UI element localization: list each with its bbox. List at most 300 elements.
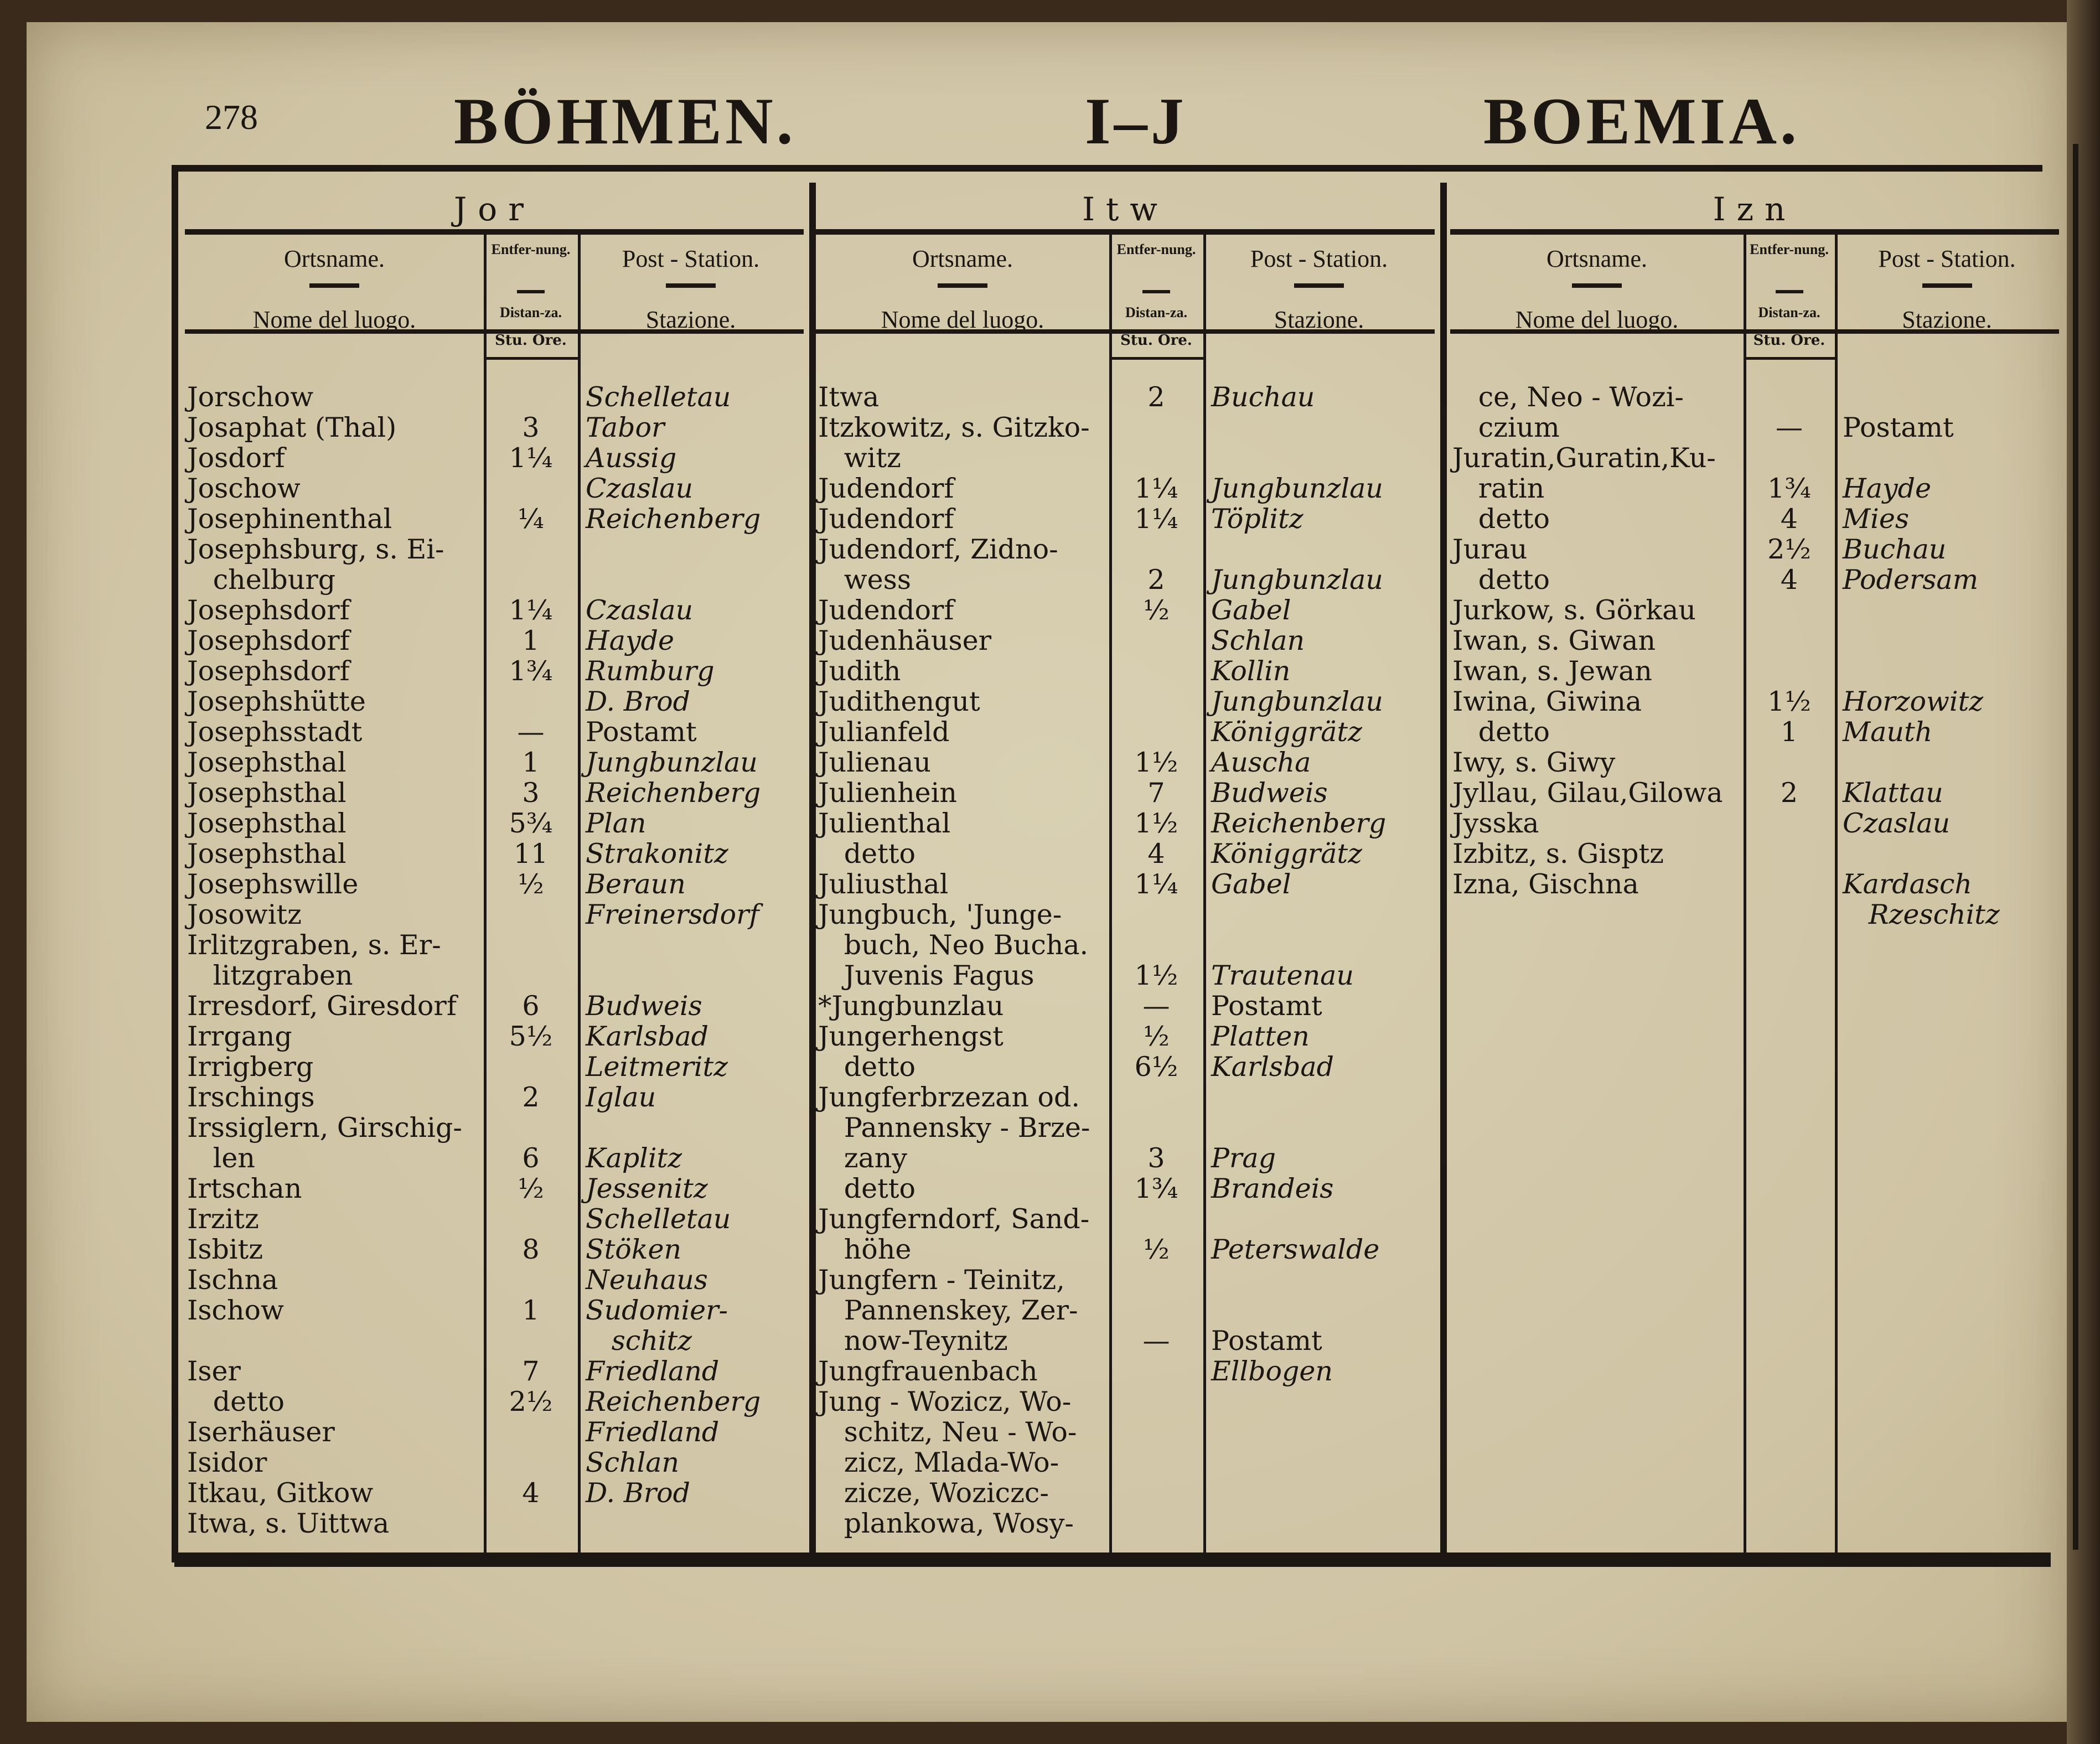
- table-row: [185, 1386, 804, 1417]
- distance-value: 2: [522, 1081, 540, 1113]
- table-row: [185, 930, 804, 960]
- table-row: [185, 443, 804, 473]
- table-row: [816, 412, 1435, 443]
- place-name: len: [187, 1142, 255, 1174]
- post-station: Reichenberg: [586, 777, 761, 809]
- header-label: Nome del luogo.: [881, 306, 1044, 333]
- place-name: detto: [818, 838, 915, 870]
- post-station: Czaslau: [1843, 808, 1951, 839]
- place-name: Josdorf: [187, 442, 285, 474]
- distance-value: 6½: [1134, 1051, 1178, 1083]
- name-column-header: [185, 239, 484, 333]
- table-row: [185, 504, 804, 534]
- post-station: Klattau: [1843, 777, 1943, 809]
- post-station: Karlsbad: [1211, 1051, 1335, 1083]
- table-row: [816, 1508, 1435, 1539]
- distance-value: 2: [1780, 777, 1798, 809]
- table-row: [1450, 534, 2059, 565]
- place-name: Josowitz: [187, 899, 302, 930]
- table-row: [185, 686, 804, 717]
- header-label: Stazione.: [1274, 306, 1364, 333]
- place-name: Irtschan: [187, 1173, 302, 1204]
- place-name: detto: [1452, 564, 1550, 596]
- place-name: Juratin,Guratin,Ku-: [1452, 442, 1716, 474]
- header-dash: [666, 283, 716, 288]
- distance-value: 1: [1780, 716, 1798, 748]
- table-row: [185, 808, 804, 839]
- distance-value: 1¾: [1134, 1173, 1178, 1204]
- post-station: Gabel: [1211, 868, 1291, 900]
- post-station: Prag: [1211, 1142, 1276, 1174]
- table-row: [185, 656, 804, 686]
- place-name: zany: [818, 1142, 907, 1174]
- table-row: [1450, 656, 2059, 686]
- table-row: [816, 686, 1435, 717]
- place-name: Judith: [818, 655, 901, 687]
- header-label: Ortsname.: [912, 245, 1013, 272]
- distance-value: 1¾: [1767, 473, 1811, 504]
- heading-right: BOEMIA.: [1483, 84, 1801, 158]
- table-row: [1450, 717, 2059, 747]
- place-name: detto: [187, 1386, 285, 1417]
- table-row: [816, 1326, 1435, 1356]
- post-station: D. Brod: [586, 1477, 690, 1509]
- place-name: Josephsthal: [187, 808, 346, 839]
- header-dash: [1776, 290, 1803, 293]
- units-label: Stu. Ore.: [1753, 332, 1825, 349]
- place-name: *Jungbunzlau: [818, 990, 1004, 1022]
- place-name: Iwan, s. Jewan: [1452, 655, 1652, 687]
- post-station: Schelletau: [586, 381, 731, 413]
- place-name: Joschow: [187, 473, 301, 504]
- header-dash: [1922, 283, 1972, 288]
- place-name: Josephsdorf: [187, 655, 350, 687]
- distance-value: 1: [522, 625, 540, 656]
- distance-value: 4: [1147, 838, 1165, 870]
- place-name: Josephsdorf: [187, 625, 350, 656]
- units-rule: [1109, 357, 1203, 360]
- place-name: Josephsthal: [187, 747, 346, 778]
- place-name: Julienthal: [818, 808, 951, 839]
- heading-left: BÖHMEN.: [454, 84, 796, 158]
- place-name: Judendorf: [818, 503, 954, 535]
- table-row: [816, 869, 1435, 899]
- post-station: Aussig: [586, 442, 677, 474]
- post-station: Kardasch: [1843, 868, 1972, 900]
- table-row: [185, 1447, 804, 1478]
- place-name: Irrigberg: [187, 1051, 314, 1083]
- table-row: [1450, 778, 2059, 808]
- distance-value: 3: [522, 777, 540, 809]
- column-section-0: [185, 172, 804, 1556]
- place-name: Josephsdorf: [187, 594, 350, 626]
- table-row: [816, 1143, 1435, 1173]
- post-station: Gabel: [1211, 594, 1291, 626]
- header-label: Stazione.: [1902, 306, 1992, 333]
- table-row: [816, 565, 1435, 595]
- place-name: Judenhäuser: [818, 625, 992, 656]
- distance-value: ½: [518, 868, 544, 900]
- table-row: [816, 1204, 1435, 1234]
- units-rule: [484, 357, 578, 360]
- place-name: Juvenis Fagus: [818, 960, 1035, 991]
- distance-value: 7: [522, 1355, 540, 1387]
- distance-value: 2: [1147, 564, 1165, 596]
- distance-value: 1½: [1134, 747, 1178, 778]
- post-station: Horzowitz: [1843, 686, 1984, 717]
- distance-value: 3: [1147, 1142, 1165, 1174]
- table-row: [1450, 565, 2059, 595]
- place-name: Jungbuch, 'Junge-: [818, 899, 1062, 930]
- header-label: Post - Station.: [1878, 245, 2016, 272]
- place-name: Julienhein: [818, 777, 957, 809]
- place-name: zicze, Woziczc-: [818, 1477, 1049, 1509]
- place-name: chelburg: [187, 564, 336, 596]
- header-dash: [1572, 283, 1622, 288]
- table-row: [816, 1417, 1435, 1447]
- distance-value: ½: [1143, 1234, 1170, 1265]
- place-name: Jungfrauenbach: [818, 1355, 1038, 1387]
- place-name: Josephswille: [187, 868, 359, 900]
- place-name: wess: [818, 564, 911, 596]
- distance-value: 4: [1780, 503, 1798, 535]
- table-row: [185, 1508, 804, 1539]
- place-name: schitz, Neu - Wo-: [818, 1416, 1077, 1448]
- table-row: [185, 899, 804, 930]
- post-station: Rumburg: [586, 655, 715, 687]
- table-row: [185, 1417, 804, 1447]
- place-name: Irresdorf, Giresdorf: [187, 990, 457, 1022]
- place-name: Judithengut: [818, 686, 980, 717]
- section-title: Izn: [1450, 190, 2059, 235]
- units-label: Stu. Ore.: [495, 332, 567, 349]
- table-row: [185, 1356, 804, 1386]
- place-name: Isbitz: [187, 1234, 263, 1265]
- table-row: [816, 1173, 1435, 1204]
- post-station: Plan: [586, 808, 646, 839]
- distance-value: 1¼: [1134, 868, 1178, 900]
- place-name: Itwa: [818, 381, 880, 413]
- post-station: Schlan: [586, 1447, 680, 1478]
- table-row: [816, 1478, 1435, 1508]
- place-name: Jurkow, s. Görkau: [1452, 594, 1696, 626]
- place-name: Jysska: [1452, 808, 1539, 839]
- table-row: [816, 1386, 1435, 1417]
- table-row: [816, 595, 1435, 625]
- place-name: Irlitzgraben, s. Er-: [187, 929, 441, 961]
- header-dash: [1142, 290, 1170, 293]
- place-name: zicz, Mlada-Wo-: [818, 1447, 1059, 1478]
- post-station: Jungbunzlau: [1211, 473, 1383, 504]
- place-name: Josephsburg, s. Ei-: [187, 534, 444, 565]
- table-row: [816, 778, 1435, 808]
- station-column-header: [578, 239, 804, 333]
- table-row: [816, 473, 1435, 504]
- place-name: now-Teynitz: [818, 1325, 1008, 1357]
- header-label: Entfer-nung.: [491, 241, 571, 257]
- post-station: Neuhaus: [586, 1264, 708, 1296]
- post-station: Hayde: [586, 625, 674, 656]
- post-station: Buchau: [1843, 534, 1947, 565]
- place-name: Jungferndorf, Sand-: [818, 1203, 1090, 1235]
- table-row: [816, 747, 1435, 778]
- table-row: [185, 595, 804, 625]
- table-row: [816, 504, 1435, 534]
- column-section-2: [1450, 172, 2059, 1556]
- table-row: [1450, 504, 2059, 534]
- table-row: [816, 808, 1435, 839]
- place-name: Jung - Wozicz, Wo-: [818, 1386, 1072, 1417]
- table-row: [816, 930, 1435, 960]
- place-name: Judendorf: [818, 594, 954, 626]
- table-row: [816, 960, 1435, 991]
- post-station: Budweis: [1211, 777, 1328, 809]
- page-number: 278: [205, 97, 258, 137]
- place-name: Iserhäuser: [187, 1416, 335, 1448]
- table-row: [816, 899, 1435, 930]
- place-name: Jungerhengst: [818, 1021, 1004, 1052]
- place-name: Josephsthal: [187, 777, 346, 809]
- table-row: [816, 1234, 1435, 1265]
- header-label: Distan-za.: [1758, 304, 1820, 320]
- distance-value: 5¾: [509, 808, 553, 839]
- distance-value: ¼: [518, 503, 544, 535]
- section-title: Jor: [185, 190, 804, 235]
- post-station: Töplitz: [1211, 503, 1304, 535]
- post-station: Czaslau: [586, 594, 694, 626]
- place-name: Ischna: [187, 1264, 278, 1296]
- table-row: [816, 1356, 1435, 1386]
- distance-value: 4: [1780, 564, 1798, 596]
- distance-value: 1½: [1134, 808, 1178, 839]
- table-row: [816, 382, 1435, 412]
- post-station: Postamt: [1843, 412, 1954, 443]
- distance-value: 11: [513, 838, 549, 870]
- table-row: [816, 1295, 1435, 1326]
- place-name: ratin: [1452, 473, 1545, 504]
- table-row: [816, 443, 1435, 473]
- column-section-1: [816, 172, 1435, 1556]
- post-station: Strakonitz: [586, 838, 728, 870]
- place-name: Iwina, Giwina: [1452, 686, 1642, 717]
- distance-value: 1¼: [1134, 473, 1178, 504]
- place-name: ce, Neo - Wozi-: [1452, 381, 1684, 413]
- place-name: Juliusthal: [818, 868, 949, 900]
- post-station: Postamt: [1211, 990, 1322, 1022]
- place-name: plankowa, Wosy-: [818, 1508, 1074, 1539]
- section-divider: [809, 183, 816, 1556]
- post-station: Kaplitz: [586, 1142, 682, 1174]
- distance-value: 1½: [1767, 686, 1811, 717]
- post-station: Karlsbad: [586, 1021, 709, 1052]
- post-station: D. Brod: [586, 686, 690, 717]
- post-station: Stöken: [586, 1234, 682, 1265]
- name-column-header: [816, 239, 1109, 333]
- table-row: [185, 565, 804, 595]
- header-label: Ortsname.: [1546, 245, 1648, 272]
- place-name: Irschings: [187, 1081, 315, 1113]
- station-column-header: [1835, 239, 2059, 333]
- post-station: Schlan: [1211, 625, 1305, 656]
- table-row: [816, 991, 1435, 1021]
- distance-value: ½: [518, 1173, 544, 1204]
- table-row: [816, 1082, 1435, 1112]
- heading-middle: I–J: [1085, 84, 1187, 158]
- place-name: Jurau: [1452, 534, 1528, 565]
- post-station: Podersam: [1843, 564, 1979, 596]
- table-row: [185, 1265, 804, 1295]
- distance-value: 1¾: [509, 655, 553, 687]
- place-name: Itwa, s. Uittwa: [187, 1508, 390, 1539]
- table-row: [1450, 443, 2059, 473]
- distance-value: 1¼: [1134, 503, 1178, 535]
- distance-value: 5½: [509, 1021, 553, 1052]
- units-label: Stu. Ore.: [1120, 332, 1192, 349]
- header-dash: [517, 290, 545, 293]
- place-name: Izbitz, s. Gisptz: [1452, 838, 1664, 870]
- table-row: [1450, 808, 2059, 839]
- header-label: Distan-za.: [1125, 304, 1187, 320]
- distance-value: —: [1776, 412, 1803, 443]
- place-name: Pannenskey, Zer-: [818, 1295, 1078, 1326]
- post-station: Peterswalde: [1211, 1234, 1380, 1265]
- header-label: Stazione.: [645, 306, 736, 333]
- distance-value: 6: [522, 990, 540, 1022]
- place-name: litzgraben: [187, 960, 353, 991]
- table-row: [185, 747, 804, 778]
- place-name: Josaphat (Thal): [187, 412, 397, 443]
- place-name: Josephsthal: [187, 838, 346, 870]
- distance-value: 4: [522, 1477, 540, 1509]
- table-row: [185, 1143, 804, 1173]
- post-station: Königgrätz: [1211, 716, 1362, 748]
- table-row: [185, 1082, 804, 1112]
- header-label: Ortsname.: [283, 245, 385, 272]
- distance-value: 2: [1147, 381, 1165, 413]
- table-row: [1450, 899, 2059, 930]
- place-name: Jungfern - Teinitz,: [818, 1264, 1065, 1296]
- place-name: Josephinenthal: [187, 503, 392, 535]
- distance-value: —: [517, 716, 545, 748]
- place-name: höhe: [818, 1234, 912, 1265]
- distance-value: 2½: [1767, 534, 1811, 565]
- distance-column-header: [484, 239, 578, 320]
- distance-value: 6: [522, 1142, 540, 1174]
- table-row: [816, 1265, 1435, 1295]
- post-station: Iglau: [586, 1081, 656, 1113]
- post-station: Jungbunzlau: [586, 747, 758, 778]
- table-row: [185, 1295, 804, 1326]
- header-label: Nome del luogo.: [252, 306, 416, 333]
- header-label: Entfer-nung.: [1116, 241, 1196, 257]
- post-station: Auscha: [1211, 747, 1311, 778]
- place-name: witz: [818, 442, 901, 474]
- distance-value: —: [1142, 1325, 1170, 1357]
- post-station: Mies: [1843, 503, 1909, 535]
- place-name: Judendorf, Zidno-: [818, 534, 1058, 565]
- place-name: Julienau: [818, 747, 931, 778]
- post-station: Kollin: [1211, 655, 1291, 687]
- distance-value: 8: [522, 1234, 540, 1265]
- place-name: Irssiglern, Girschig-: [187, 1112, 462, 1143]
- distance-value: 2½: [509, 1386, 553, 1417]
- table-row: [185, 382, 804, 412]
- table-row: [185, 1326, 804, 1356]
- place-name: Izna, Gischna: [1452, 868, 1639, 900]
- table-row: [1450, 839, 2059, 869]
- table-row: [816, 656, 1435, 686]
- post-station: Jungbunzlau: [1211, 564, 1383, 596]
- distance-value: 1¼: [509, 442, 553, 474]
- table-row: [185, 1234, 804, 1265]
- place-name: czium: [1452, 412, 1560, 443]
- post-station: Czaslau: [586, 473, 694, 504]
- section-title: Itw: [816, 190, 1435, 235]
- post-station: Ellbogen: [1211, 1355, 1333, 1387]
- table-row: [185, 473, 804, 504]
- post-station: Reichenberg: [586, 503, 761, 535]
- distance-value: ½: [1143, 1021, 1170, 1052]
- post-station: Brandeis: [1211, 1173, 1334, 1204]
- place-name: Iwy, s. Giwy: [1452, 747, 1616, 778]
- post-station: Sudomier-: [586, 1295, 728, 1326]
- post-station: Hayde: [1843, 473, 1931, 504]
- header-dash: [938, 283, 987, 288]
- place-name: Itzkowitz, s. Gitzko-: [818, 412, 1090, 443]
- header-dash: [1294, 283, 1344, 288]
- place-name: Josephshütte: [187, 686, 366, 717]
- table-row: [1450, 869, 2059, 899]
- distance-value: 3: [522, 412, 540, 443]
- table-row: [185, 412, 804, 443]
- place-name: Jyllau, Gilau,Gilowa: [1452, 777, 1723, 809]
- table-row: [1450, 412, 2059, 443]
- table-row: [185, 1052, 804, 1082]
- post-station: Postamt: [586, 716, 697, 748]
- table-row: [185, 839, 804, 869]
- table-row: [185, 778, 804, 808]
- distance-value: 1½: [1134, 960, 1178, 991]
- table-row: [185, 1204, 804, 1234]
- post-station: schitz: [586, 1325, 692, 1357]
- place-name: detto: [818, 1173, 915, 1204]
- header-dash: [309, 283, 359, 288]
- distance-value: 1¼: [509, 594, 553, 626]
- table-row: [816, 1021, 1435, 1052]
- table-row: [185, 1021, 804, 1052]
- distance-value: 1: [522, 1295, 540, 1326]
- table-row: [185, 1478, 804, 1508]
- post-station: Freinersdorf: [586, 899, 759, 930]
- table-row: [816, 1052, 1435, 1082]
- post-station: Friedland: [586, 1355, 720, 1387]
- table-row: [816, 625, 1435, 656]
- place-name: Irrgang: [187, 1021, 292, 1052]
- post-station: Postamt: [1211, 1325, 1322, 1357]
- name-column-header: [1450, 239, 1744, 333]
- post-station: Budweis: [586, 990, 702, 1022]
- post-station: Jessenitz: [586, 1173, 708, 1204]
- next-page-edge: [2073, 144, 2089, 1550]
- header-label: Nome del luogo.: [1515, 306, 1679, 333]
- table-row: [185, 717, 804, 747]
- post-station: Friedland: [586, 1416, 720, 1448]
- table-row: [185, 625, 804, 656]
- place-name: Ischow: [187, 1295, 284, 1326]
- place-name: Jorschow: [187, 381, 314, 413]
- post-station: Mauth: [1843, 716, 1933, 748]
- place-name: Itkau, Gitkow: [187, 1477, 374, 1509]
